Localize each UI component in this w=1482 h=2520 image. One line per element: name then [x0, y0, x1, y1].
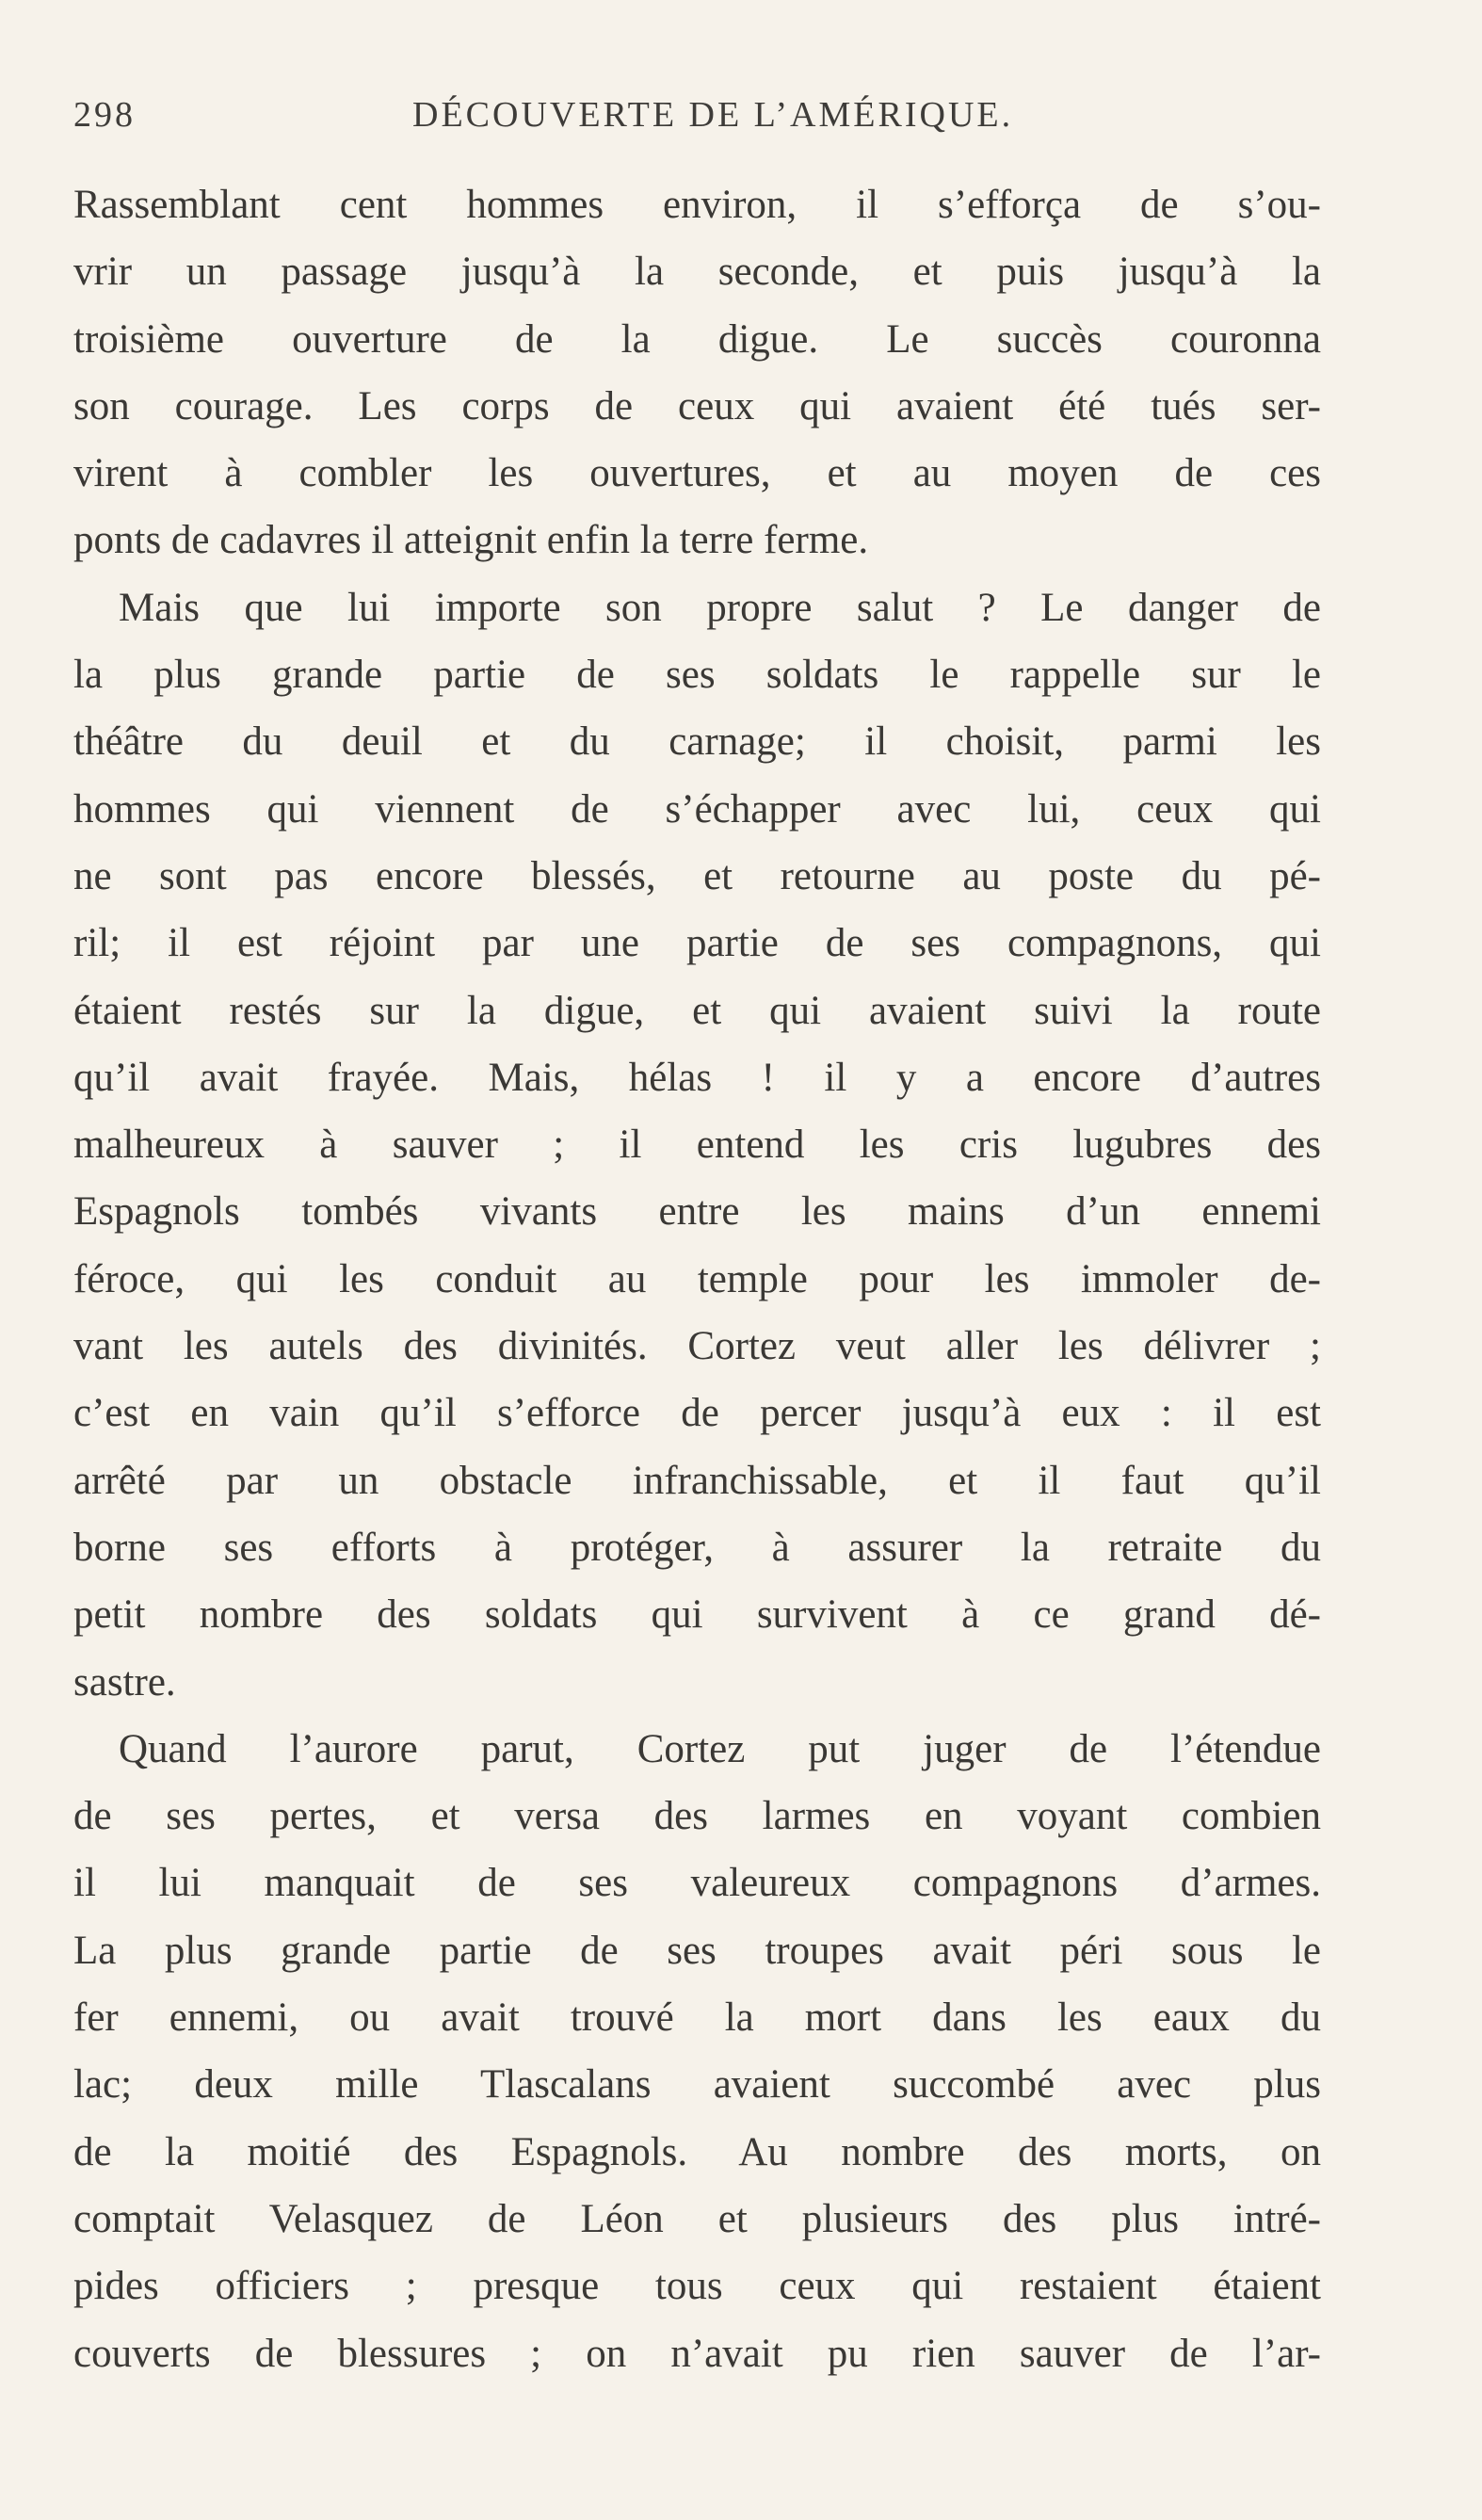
- text-line: il lui manquait de ses valeureux compagnons d’armes.: [73, 1861, 1321, 1906]
- paragraph-start: Quand l’aurore parut, Cortez put juger de l’étendue: [119, 1726, 1321, 1771]
- text-line: son courage. Les corps de ceux qui avaient été tués ser-: [73, 383, 1321, 428]
- paragraph-start: Mais que lui importe son propre salut ? Le danger de: [119, 585, 1321, 630]
- text-line: petit nombre des soldats qui survivent à ce grand dé-: [73, 1592, 1321, 1638]
- text-line: malheureux à sauver ; il entend les cris lugubres des: [73, 1123, 1321, 1168]
- text-line: c’est en vain qu’il s’efforce de percer jusqu’à eux : il est: [73, 1391, 1321, 1436]
- text-line: théâtre du deuil et du carnage; il choisit, parmi les: [73, 719, 1321, 765]
- text-line: vant les autels des divinités. Cortez veut aller les délivrer ;: [73, 1324, 1321, 1369]
- text-line: de la moitié des Espagnols. Au nombre des morts, on: [73, 2129, 1321, 2174]
- page-header: [73, 94, 1335, 151]
- text-line: vrir un passage jusqu’à la seconde, et puis jusqu’à la: [73, 250, 1321, 295]
- text-line: comptait Velasquez de Léon et plusieurs des plus intré-: [73, 2196, 1321, 2241]
- running-title: DÉCOUVERTE DE L’AMÉRIQUE.: [412, 95, 1014, 135]
- text-line: La plus grande partie de ses troupes avait péri sous le: [73, 1928, 1321, 1973]
- text-line: qu’il avait frayée. Mais, hélas ! il y a encore d’autres: [73, 1055, 1321, 1100]
- page-number: 298: [73, 95, 136, 135]
- text-line: lac; deux mille Tlascalans avaient succombé avec plus: [73, 2062, 1321, 2108]
- text-line: ril; il est réjoint par une partie de ses compagnons, qui: [73, 921, 1321, 966]
- text-line: féroce, qui les conduit au temple pour les immoler de-: [73, 1256, 1321, 1301]
- text-line: Rassemblant cent hommes environ, il s’efforça de s’ou-: [73, 183, 1321, 227]
- text-line: hommes qui viennent de s’échapper avec lui, ceux qui: [73, 786, 1321, 832]
- text-line: virent à combler les ouvertures, et au moyen de ces: [73, 451, 1321, 496]
- text-line: borne ses efforts à protéger, à assurer la retraite du: [73, 1525, 1321, 1570]
- text-line: ponts de cadavres il atteignit enfin la terre ferme.: [73, 518, 869, 563]
- text-line: troisième ouverture de la digue. Le succès couronna: [73, 316, 1321, 362]
- text-line: la plus grande partie de ses soldats le rappelle sur le: [73, 653, 1321, 698]
- text-line: sastre.: [73, 1659, 176, 1704]
- text-line: pides officiers ; presque tous ceux qui restaient étaient: [73, 2264, 1321, 2309]
- text-line: de ses pertes, et versa des larmes en voyant combien: [73, 1794, 1321, 1839]
- body-text: [73, 171, 1321, 2387]
- text-line: étaient restés sur la digue, et qui avaient suivi la route: [73, 988, 1321, 1033]
- text-line: ne sont pas encore blessés, et retourne au poste du pé-: [73, 853, 1321, 898]
- text-line: Espagnols tombés vivants entre les mains d’un ennemi: [73, 1189, 1321, 1235]
- text-line: couverts de blessures ; on n’avait pu rien sauver de l’ar-: [73, 2331, 1321, 2376]
- text-line: fer ennemi, ou avait trouvé la mort dans les eaux du: [73, 1995, 1321, 2041]
- text-line: arrêté par un obstacle infranchissable, et il faut qu’il: [73, 1458, 1321, 1503]
